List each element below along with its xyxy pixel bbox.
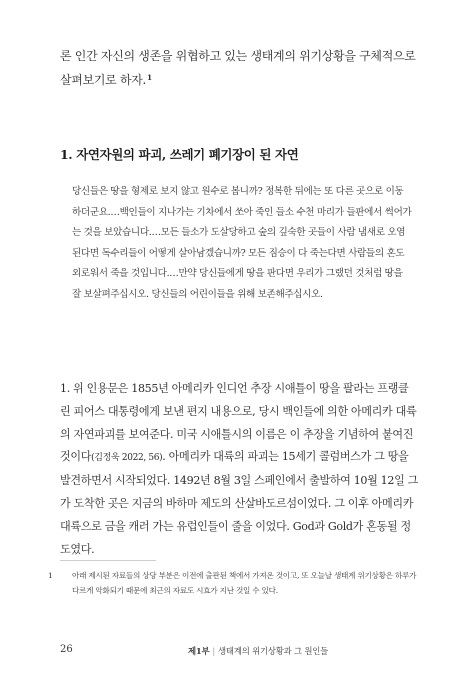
running-head-part: 제1부 (188, 646, 210, 656)
page-number: 26 (60, 644, 73, 655)
footnote-number: 1 (48, 571, 53, 580)
quote-text: 당신들은 땅을 형제로 보지 않고 원수로 봅니까? 정복한 뒤에는 또 다른 곳으로 이동하더군요.…백인들이 지나가는 기차에서 쏘아 죽인 들소 수천 마리가 들판에서 썩어가는 것을 보았습니다.…모든 들소가 도살당하고 숲의 깊숙한 곳들이 사람 냄새로 오염된다면 독수리들이 어떻게 살아남겠습니까? 모든 짐승이 다 죽는다면 사람들의 혼도 외로워서 죽을 것입니다.…만약 당신들에게 땅을 판다면 우리가 그랬던 것처럼 땅을 잘 보살펴주십시오. 당신들의 어린이들을 위해 보존해주십시오. (72, 186, 412, 300)
footnote-reference[interactable]: 1 (147, 73, 152, 82)
running-head (188, 645, 328, 657)
footnote-text: 아래 제시된 자료들의 상당 부분은 이전에 출판된 책에서 가져온 것이고, 또 오늘날 생태계 위기상황은 하루가 다르게 악화되기 때문에 최근의 자료도 시효가 지난 것일 수 있다. (72, 571, 417, 595)
intro-text: 론 인간 자신의 생존을 위협하고 있는 생태계의 위기상황을 구체적으로 살펴보기로 하자. (60, 49, 416, 87)
section-heading: 1. 자연자원의 파괴, 쓰레기 폐기장이 된 자연 (60, 147, 299, 162)
intro-paragraph (60, 44, 420, 92)
body-text-part-2: . 아메리카 대륙의 파괴는 15세기 콜럼버스가 그 땅을 발견하면서 시작되었다. 1492년 8월 3일 스페인에서 출발하여 10월 12일 그가 도착한 곳은 지금의 바하마 제도의 산살바도르섬이었다. 그 이후 아메리카 대륙으로 금을 캐러 가는 유럽인들이 줄을 이었다. God과 Gold가 혼동될 정도였다. (60, 450, 419, 556)
citation: (김정욱 2022, 56) (91, 453, 163, 464)
body-paragraph (60, 378, 418, 561)
block-quote (72, 182, 412, 306)
body-text-part-1: 1. 위 인용문은 1855년 아메리카 인디언 추장 시애틀이 땅을 팔라는 프랭클린 피어스 대통령에게 보낸 편지 내용으로, 당시 백인들에 의한 아메리카 대륙의 자연파괴를 보여준다. 미국 시애틀시의 이름은 이 추장을 기념하여 붙여진 것이다 (60, 382, 417, 464)
footnote (48, 568, 420, 598)
running-head-title: 생태계의 위기상황과 그 원인들 (218, 646, 329, 656)
running-head-separator: | (212, 646, 216, 656)
page-footer (60, 644, 420, 660)
footnote-divider (60, 560, 156, 561)
